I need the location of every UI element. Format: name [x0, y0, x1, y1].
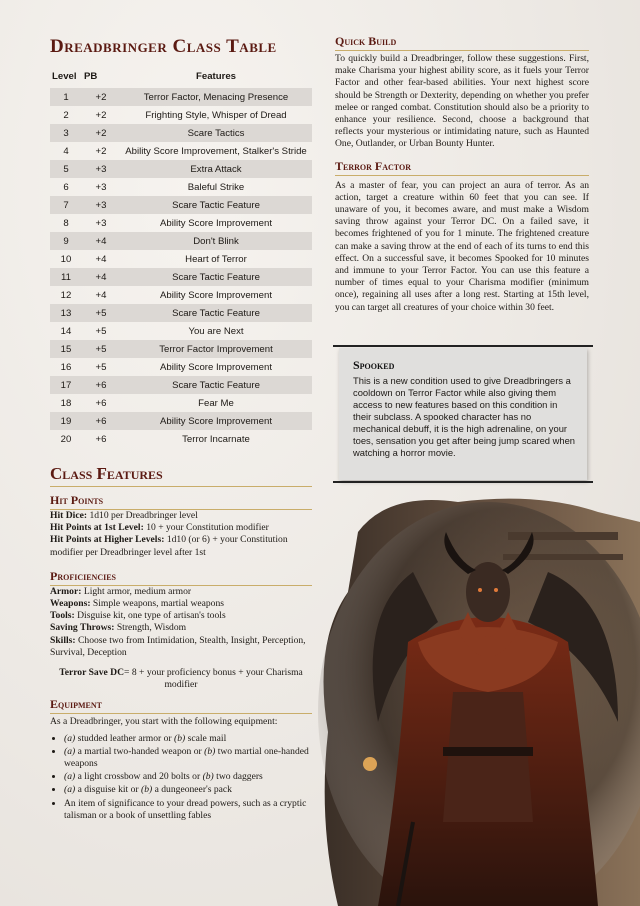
row-level: 4 — [63, 145, 69, 157]
row-features: Scare Tactic Feature — [120, 268, 312, 286]
equipment-item: • (a) a martial two-handed weapon or (b) two martial one-handed weapons — [64, 746, 312, 770]
terror-factor-text: As a master of fear, you can project an aura of terror. As an action, target a creature within 60 feet that you can see. If unaware of you, it becomes aware, and must make a Wisdom saving throw against your Terror DC. On a failed save, it becomes frightened of you for 1 minute. The frightened creature can make a saving throw at the end of each of its turns to end this effect. On a successful save, it becomes Spooked for 10 minutes and immune to your Terror Factor. You can use this feature a number of times equal to your Charisma modifier (minimum once), regaining all uses after a long rest. Starting at 15th level, you can target all creatures of your choice within 30 feet. — [335, 179, 589, 313]
row-features: Terror Incarnate — [182, 433, 250, 445]
row-features: Ability Score Improvement — [160, 289, 272, 301]
class-table-row — [50, 178, 312, 196]
row-features: Scare Tactic Feature — [120, 304, 312, 322]
row-level: 12 — [60, 289, 72, 301]
weapons-line: Weapons: Simple weapons, martial weapons — [50, 598, 225, 610]
note-top-bar — [333, 345, 593, 347]
row-level: 9 — [50, 232, 82, 250]
beam — [508, 532, 618, 540]
spooked-note — [339, 348, 587, 480]
equipment-item: • (a) studded leather armor or (b) scale mail — [64, 733, 312, 745]
class-table-row — [50, 142, 312, 160]
row-features: Fear Me — [198, 397, 234, 409]
class-table-body — [50, 88, 312, 448]
right-eye — [494, 588, 498, 592]
hit-points-title: Hit Points — [50, 493, 312, 510]
row-pb: +2 — [95, 109, 107, 121]
left-column — [50, 36, 312, 823]
row-level: 3 — [50, 124, 82, 142]
class-table-row — [50, 232, 312, 250]
row-features: Ability Score Improvement — [120, 412, 312, 430]
skills-line: Skills: Choose two from Intimidation, Stealth, Insight, Perception, Survival, Deception — [50, 634, 306, 658]
row-pb: +2 — [95, 145, 107, 157]
row-pb: +5 — [82, 340, 120, 358]
row-level: 17 — [50, 376, 82, 394]
class-table-row — [50, 322, 312, 340]
lantern-glow — [363, 757, 377, 771]
terror-factor-title: Terror Factor — [335, 159, 589, 176]
class-table-row — [50, 412, 312, 430]
class-features-title: Class Features — [50, 464, 312, 487]
row-level: 20 — [60, 433, 72, 445]
row-pb: +6 — [82, 412, 120, 430]
row-level: 15 — [50, 340, 82, 358]
row-pb: +2 — [82, 88, 120, 106]
row-level: 6 — [63, 181, 69, 193]
class-table-row — [50, 394, 312, 412]
equipment-item: • An item of significance to your dread powers, such as a cryptic talisman or a book of unsettling fables — [64, 798, 312, 822]
equipment-intro: As a Dreadbringer, you start with the following equipment: — [50, 716, 278, 728]
class-table-row — [50, 124, 312, 142]
row-pb: +5 — [95, 361, 107, 373]
row-features: Ability Score Improvement, Stalker's Stride — [125, 145, 307, 157]
class-table — [50, 68, 312, 448]
proficiencies-title: Proficiencies — [50, 569, 312, 586]
row-level: 13 — [50, 304, 82, 322]
equipment-item: • (a) a disguise kit or (b) a dungeoneer's pack — [64, 784, 312, 796]
row-level: 14 — [60, 325, 72, 337]
row-features: Scare Tactics — [120, 124, 312, 142]
class-table-row — [50, 88, 312, 106]
row-pb: +3 — [95, 217, 107, 229]
row-features: Frighting Style, Whisper of Dread — [145, 109, 287, 121]
header-features: Features — [196, 71, 236, 82]
class-table-row — [50, 160, 312, 178]
row-level: 7 — [50, 196, 82, 214]
row-pb: +2 — [82, 124, 120, 142]
armor-torso — [443, 692, 533, 822]
row-features: Terror Factor Improvement — [120, 340, 312, 358]
class-table-row — [50, 286, 312, 304]
quick-build-title: Quick Build — [335, 34, 589, 51]
spooked-text: This is a new condition used to give Dreadbringers a cooldown on Terror Factor while also giving them access to new features based on this condition in their subclass. A spooked character has no mechanical debuff, it is the high adrenaline, on your toes, sensation you get after being jump scared when watching a horror movie. — [353, 375, 576, 458]
row-pb: +4 — [95, 289, 107, 301]
row-features: Terror Factor, Menacing Presence — [120, 88, 312, 106]
terror-save-dc: Terror Save DC= 8 + your proficiency bonus + your Charisma modifier — [59, 667, 303, 691]
spooked-title: Spooked — [353, 358, 395, 372]
dreadbringer-illustration — [318, 492, 640, 906]
row-features: Scare Tactic Feature — [120, 196, 312, 214]
right-column — [335, 34, 589, 314]
row-pb: +6 — [95, 397, 107, 409]
row-pb: +6 — [82, 376, 120, 394]
armor-line: Armor: Light armor, medium armor — [50, 585, 192, 597]
row-features: Don't Blink — [120, 232, 312, 250]
saving-throws-line: Saving Throws: Strength, Wisdom — [50, 622, 187, 634]
hit-dice-line: Hit Dice: 1d10 per Dreadbringer level — [50, 510, 198, 521]
note-bottom-bar — [333, 481, 593, 483]
row-level: 8 — [63, 217, 69, 229]
row-level: 19 — [50, 412, 82, 430]
row-features: Baleful Strike — [187, 181, 245, 193]
belt — [443, 747, 533, 756]
class-table-row — [50, 268, 312, 286]
quick-build-text: To quickly build a Dreadbringer, follow these suggestions. First, make Charisma your highest ability score, as it fuels your Terror Factor and other fear-based abilities. Your next highest score should be Strength or Dexterity, depending on whether you prefer melee or ranged combat. Constitution should also be a priority to enhance your resilience. Second, choose a background that reflects your mysterious or intimidating nature, such as Haunted One, Outlander, or Urban Bounty Hunter. — [335, 53, 589, 150]
row-pb: +6 — [95, 433, 107, 445]
class-table-header — [50, 68, 312, 88]
class-table-row — [50, 376, 312, 394]
row-level: 10 — [60, 253, 72, 265]
class-table-row — [50, 106, 312, 124]
row-features: Ability Score Improvement — [160, 217, 272, 229]
class-table-title: Dreadbringer Class Table — [50, 36, 277, 57]
row-level: 2 — [63, 109, 69, 121]
row-level: 5 — [50, 160, 82, 178]
illustration-svg — [318, 492, 640, 906]
row-pb: +4 — [82, 268, 120, 286]
row-level: 1 — [50, 88, 82, 106]
row-features: Ability Score Improvement — [160, 361, 272, 373]
class-table-row — [50, 196, 312, 214]
row-features: You are Next — [188, 325, 244, 337]
row-pb: +5 — [95, 325, 107, 337]
class-table-row — [50, 340, 312, 358]
row-pb: +4 — [95, 253, 107, 265]
equipment-list — [50, 733, 312, 822]
row-pb: +3 — [82, 160, 120, 178]
class-table-row — [50, 304, 312, 322]
tools-line: Tools: Disguise kit, one type of artisan's tools — [50, 610, 226, 622]
equipment-title: Equipment — [50, 697, 312, 714]
row-level: 16 — [60, 361, 72, 373]
hp-higher-levels-line: Hit Points at Higher Levels: 1d10 (or 6) + your Constitution modifier per Dreadbringer level after 1st — [50, 534, 288, 558]
class-table-row — [50, 214, 312, 232]
row-pb: +3 — [95, 181, 107, 193]
row-features: Heart of Terror — [185, 253, 247, 265]
row-pb: +4 — [82, 232, 120, 250]
header-level: Level — [52, 71, 77, 82]
equipment-item: • (a) a light crossbow and 20 bolts or (b) two daggers — [64, 771, 312, 783]
class-table-row — [50, 430, 312, 448]
row-features: Scare Tactic Feature — [120, 376, 312, 394]
row-features: Extra Attack — [120, 160, 312, 178]
row-level: 18 — [60, 397, 72, 409]
class-table-row — [50, 250, 312, 268]
class-table-row — [50, 358, 312, 376]
header-pb: PB — [84, 71, 98, 82]
row-pb: +5 — [82, 304, 120, 322]
row-level: 11 — [50, 268, 82, 286]
hp-first-level-line: Hit Points at 1st Level: 10 + your Constitution modifier — [50, 522, 269, 534]
left-eye — [478, 588, 482, 592]
row-pb: +3 — [82, 196, 120, 214]
